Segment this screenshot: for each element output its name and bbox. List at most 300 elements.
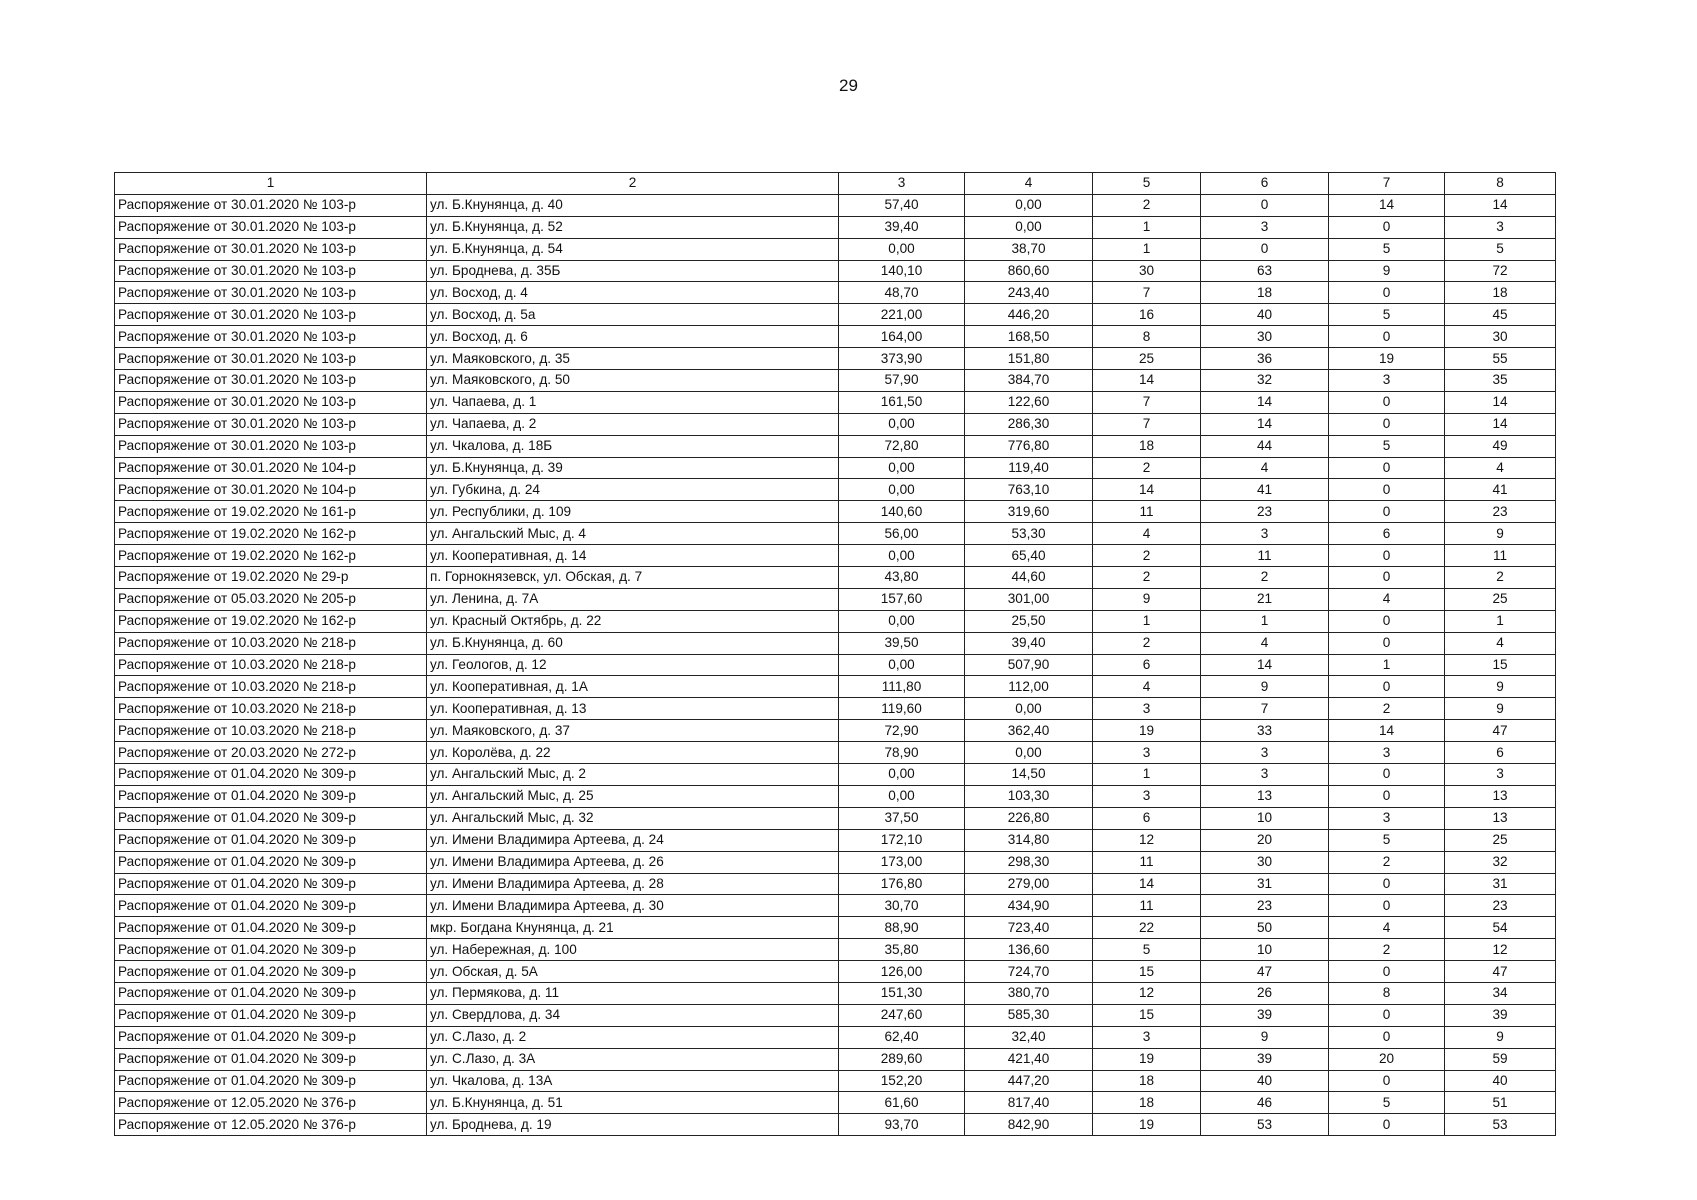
table-cell-col1: Распоряжение от 01.04.2020 № 309-р [115, 982, 427, 1004]
table-cell-col7: 5 [1329, 1092, 1445, 1114]
table-cell-col8: 13 [1445, 807, 1556, 829]
table-cell-col6: 3 [1201, 764, 1329, 786]
table-cell-col6: 23 [1201, 501, 1329, 523]
table-cell-col6: 50 [1201, 917, 1329, 939]
column-header-4: 4 [965, 173, 1093, 195]
table-cell-col2: ул. Ангальский Мыс, д. 32 [427, 807, 839, 829]
table-cell-col6: 39 [1201, 1004, 1329, 1026]
table-cell-col1: Распоряжение от 30.01.2020 № 103-р [115, 435, 427, 457]
table-cell-col5: 2 [1093, 457, 1201, 479]
table-row [115, 260, 1556, 282]
table-cell-col1: Распоряжение от 19.02.2020 № 162-р [115, 545, 427, 567]
table-row [115, 523, 1556, 545]
table-cell-col4: 319,60 [965, 501, 1093, 523]
table-cell-col4: 25,50 [965, 610, 1093, 632]
column-header-6: 6 [1201, 173, 1329, 195]
table-cell-col4: 446,20 [965, 304, 1093, 326]
table-cell-col7: 0 [1329, 873, 1445, 895]
table-body [115, 173, 1556, 1136]
table-cell-col3: 72,80 [839, 435, 965, 457]
table-cell-col1: Распоряжение от 01.04.2020 № 309-р [115, 851, 427, 873]
table-cell-col7: 9 [1329, 260, 1445, 282]
table-cell-col6: 14 [1201, 413, 1329, 435]
table-cell-col7: 0 [1329, 1070, 1445, 1092]
table-cell-col6: 46 [1201, 1092, 1329, 1114]
table-cell-col3: 0,00 [839, 610, 965, 632]
table-cell-col7: 5 [1329, 435, 1445, 457]
table-cell-col5: 14 [1093, 479, 1201, 501]
table-cell-col1: Распоряжение от 30.01.2020 № 104-р [115, 479, 427, 501]
table-cell-col7: 8 [1329, 982, 1445, 1004]
table-cell-col1: Распоряжение от 10.03.2020 № 218-р [115, 676, 427, 698]
table-cell-col5: 14 [1093, 873, 1201, 895]
table-header-row [115, 173, 1556, 195]
table-row [115, 1114, 1556, 1136]
table-cell-col8: 35 [1445, 370, 1556, 392]
table-cell-col3: 119,60 [839, 698, 965, 720]
table-cell-col4: 842,90 [965, 1114, 1093, 1136]
table-cell-col3: 57,90 [839, 370, 965, 392]
table-cell-col3: 152,20 [839, 1070, 965, 1092]
table-cell-col8: 9 [1445, 676, 1556, 698]
table-cell-col5: 11 [1093, 851, 1201, 873]
table-cell-col8: 12 [1445, 939, 1556, 961]
table-row [115, 545, 1556, 567]
table-row [115, 917, 1556, 939]
table-cell-col7: 5 [1329, 829, 1445, 851]
table-cell-col5: 7 [1093, 282, 1201, 304]
data-table [114, 172, 1556, 1136]
table-cell-col2: ул. С.Лазо, д. 3А [427, 1048, 839, 1070]
table-cell-col1: Распоряжение от 01.04.2020 № 309-р [115, 764, 427, 786]
table-cell-col2: ул. Маяковского, д. 35 [427, 348, 839, 370]
table-cell-col6: 4 [1201, 457, 1329, 479]
table-cell-col3: 0,00 [839, 545, 965, 567]
table-cell-col5: 1 [1093, 238, 1201, 260]
table-row [115, 282, 1556, 304]
table-cell-col7: 6 [1329, 523, 1445, 545]
table-cell-col6: 9 [1201, 1026, 1329, 1048]
table-cell-col6: 23 [1201, 895, 1329, 917]
table-cell-col3: 62,40 [839, 1026, 965, 1048]
table-cell-col3: 39,40 [839, 216, 965, 238]
table-cell-col8: 11 [1445, 545, 1556, 567]
table-cell-col7: 0 [1329, 567, 1445, 589]
table-cell-col5: 11 [1093, 895, 1201, 917]
table-cell-col3: 289,60 [839, 1048, 965, 1070]
table-cell-col3: 35,80 [839, 939, 965, 961]
table-cell-col5: 1 [1093, 764, 1201, 786]
table-cell-col3: 373,90 [839, 348, 965, 370]
table-cell-col5: 30 [1093, 260, 1201, 282]
table-cell-col3: 78,90 [839, 742, 965, 764]
table-cell-col4: 38,70 [965, 238, 1093, 260]
table-cell-col6: 3 [1201, 216, 1329, 238]
table-cell-col4: 14,50 [965, 764, 1093, 786]
table-cell-col4: 421,40 [965, 1048, 1093, 1070]
table-cell-col4: 279,00 [965, 873, 1093, 895]
table-cell-col4: 723,40 [965, 917, 1093, 939]
table-row [115, 304, 1556, 326]
table-cell-col7: 5 [1329, 304, 1445, 326]
table-cell-col2: ул. Броднева, д. 19 [427, 1114, 839, 1136]
table-cell-col2: ул. Имени Владимира Артеева, д. 28 [427, 873, 839, 895]
table-cell-col2: ул. Б.Кнунянца, д. 51 [427, 1092, 839, 1114]
table-row [115, 501, 1556, 523]
table-cell-col5: 12 [1093, 982, 1201, 1004]
table-cell-col8: 40 [1445, 1070, 1556, 1092]
table-cell-col7: 19 [1329, 348, 1445, 370]
table-cell-col7: 3 [1329, 807, 1445, 829]
table-cell-col1: Распоряжение от 01.04.2020 № 309-р [115, 961, 427, 983]
table-cell-col8: 39 [1445, 1004, 1556, 1026]
table-cell-col7: 0 [1329, 216, 1445, 238]
table-cell-col5: 3 [1093, 742, 1201, 764]
table-cell-col2: ул. Кооперативная, д. 13 [427, 698, 839, 720]
table-cell-col6: 7 [1201, 698, 1329, 720]
table-cell-col8: 45 [1445, 304, 1556, 326]
table-cell-col4: 112,00 [965, 676, 1093, 698]
table-cell-col8: 14 [1445, 391, 1556, 413]
table-cell-col5: 7 [1093, 391, 1201, 413]
table-cell-col8: 23 [1445, 895, 1556, 917]
table-cell-col2: ул. Восход, д. 6 [427, 326, 839, 348]
table-cell-col4: 380,70 [965, 982, 1093, 1004]
table-cell-col8: 31 [1445, 873, 1556, 895]
table-cell-col7: 14 [1329, 720, 1445, 742]
table-row [115, 588, 1556, 610]
table-cell-col2: ул. Республики, д. 109 [427, 501, 839, 523]
table-cell-col6: 4 [1201, 632, 1329, 654]
table-cell-col1: Распоряжение от 01.04.2020 № 309-р [115, 807, 427, 829]
table-cell-col2: мкр. Богдана Кнунянца, д. 21 [427, 917, 839, 939]
table-cell-col6: 40 [1201, 1070, 1329, 1092]
table-cell-col6: 41 [1201, 479, 1329, 501]
column-header-1: 1 [115, 173, 427, 195]
table-cell-col6: 32 [1201, 370, 1329, 392]
table-cell-col6: 63 [1201, 260, 1329, 282]
table-cell-col1: Распоряжение от 12.05.2020 № 376-р [115, 1092, 427, 1114]
table-row [115, 567, 1556, 589]
table-row [115, 982, 1556, 1004]
table-cell-col7: 0 [1329, 676, 1445, 698]
table-cell-col5: 2 [1093, 567, 1201, 589]
table-cell-col8: 14 [1445, 194, 1556, 216]
table-cell-col4: 817,40 [965, 1092, 1093, 1114]
table-row [115, 895, 1556, 917]
table-cell-col7: 0 [1329, 413, 1445, 435]
table-cell-col8: 18 [1445, 282, 1556, 304]
table-cell-col3: 30,70 [839, 895, 965, 917]
table-cell-col1: Распоряжение от 20.03.2020 № 272-р [115, 742, 427, 764]
table-row [115, 676, 1556, 698]
table-cell-col7: 3 [1329, 370, 1445, 392]
table-cell-col3: 161,50 [839, 391, 965, 413]
table-cell-col7: 0 [1329, 479, 1445, 501]
table-cell-col2: ул. Ангальский Мыс, д. 4 [427, 523, 839, 545]
table-cell-col3: 93,70 [839, 1114, 965, 1136]
table-cell-col7: 0 [1329, 785, 1445, 807]
table-cell-col1: Распоряжение от 01.04.2020 № 309-р [115, 1070, 427, 1092]
table-cell-col2: ул. Геологов, д. 12 [427, 654, 839, 676]
table-cell-col2: ул. Б.Кнунянца, д. 39 [427, 457, 839, 479]
table-cell-col4: 65,40 [965, 545, 1093, 567]
table-cell-col1: Распоряжение от 30.01.2020 № 103-р [115, 304, 427, 326]
table-cell-col7: 0 [1329, 610, 1445, 632]
table-cell-col2: ул. Б.Кнунянца, д. 52 [427, 216, 839, 238]
table-cell-col8: 23 [1445, 501, 1556, 523]
table-cell-col6: 3 [1201, 523, 1329, 545]
table-cell-col7: 0 [1329, 326, 1445, 348]
table-cell-col6: 10 [1201, 807, 1329, 829]
table-cell-col3: 0,00 [839, 764, 965, 786]
table-cell-col8: 59 [1445, 1048, 1556, 1070]
table-cell-col6: 0 [1201, 194, 1329, 216]
table-cell-col7: 2 [1329, 851, 1445, 873]
table-cell-col2: ул. Имени Владимира Артеева, д. 24 [427, 829, 839, 851]
table-cell-col8: 1 [1445, 610, 1556, 632]
table-cell-col1: Распоряжение от 01.04.2020 № 309-р [115, 1048, 427, 1070]
table-row [115, 391, 1556, 413]
table-cell-col3: 176,80 [839, 873, 965, 895]
table-cell-col2: ул. Чапаева, д. 1 [427, 391, 839, 413]
table-cell-col7: 0 [1329, 1026, 1445, 1048]
table-row [115, 720, 1556, 742]
table-row [115, 1004, 1556, 1026]
table-cell-col2: ул. С.Лазо, д. 2 [427, 1026, 839, 1048]
table-cell-col6: 26 [1201, 982, 1329, 1004]
table-cell-col5: 4 [1093, 676, 1201, 698]
table-cell-col4: 0,00 [965, 216, 1093, 238]
table-cell-col5: 25 [1093, 348, 1201, 370]
table-cell-col7: 14 [1329, 194, 1445, 216]
table-cell-col4: 298,30 [965, 851, 1093, 873]
table-cell-col8: 49 [1445, 435, 1556, 457]
table-cell-col1: Распоряжение от 30.01.2020 № 103-р [115, 348, 427, 370]
table-cell-col1: Распоряжение от 10.03.2020 № 218-р [115, 654, 427, 676]
table-cell-col2: ул. Восход, д. 5а [427, 304, 839, 326]
table-cell-col6: 3 [1201, 742, 1329, 764]
table-cell-col6: 36 [1201, 348, 1329, 370]
table-cell-col2: ул. Ленина, д. 7А [427, 588, 839, 610]
table-cell-col6: 20 [1201, 829, 1329, 851]
table-cell-col8: 55 [1445, 348, 1556, 370]
table-row [115, 194, 1556, 216]
table-cell-col1: Распоряжение от 01.04.2020 № 309-р [115, 895, 427, 917]
table-cell-col3: 72,90 [839, 720, 965, 742]
table-cell-col2: ул. Ангальский Мыс, д. 2 [427, 764, 839, 786]
table-cell-col5: 3 [1093, 1026, 1201, 1048]
table-row [115, 216, 1556, 238]
table-cell-col6: 30 [1201, 326, 1329, 348]
table-cell-col1: Распоряжение от 10.03.2020 № 218-р [115, 632, 427, 654]
table-cell-col2: ул. Броднева, д. 35Б [427, 260, 839, 282]
table-cell-col1: Распоряжение от 30.01.2020 № 103-р [115, 260, 427, 282]
table-cell-col4: 0,00 [965, 698, 1093, 720]
column-header-2: 2 [427, 173, 839, 195]
table-cell-col1: Распоряжение от 10.03.2020 № 218-р [115, 720, 427, 742]
table-cell-col8: 13 [1445, 785, 1556, 807]
table-cell-col3: 61,60 [839, 1092, 965, 1114]
table-cell-col3: 0,00 [839, 479, 965, 501]
table-cell-col2: ул. Маяковского, д. 50 [427, 370, 839, 392]
table-cell-col5: 2 [1093, 194, 1201, 216]
table-row [115, 1048, 1556, 1070]
table-cell-col5: 6 [1093, 654, 1201, 676]
table-cell-col4: 136,60 [965, 939, 1093, 961]
table-cell-col4: 585,30 [965, 1004, 1093, 1026]
table-cell-col2: ул. Пермякова, д. 11 [427, 982, 839, 1004]
table-row [115, 1070, 1556, 1092]
table-cell-col4: 151,80 [965, 348, 1093, 370]
table-row [115, 654, 1556, 676]
table-cell-col3: 140,10 [839, 260, 965, 282]
table-row [115, 873, 1556, 895]
table-cell-col8: 54 [1445, 917, 1556, 939]
table-cell-col1: Распоряжение от 19.02.2020 № 162-р [115, 523, 427, 545]
table-cell-col7: 0 [1329, 1004, 1445, 1026]
table-cell-col5: 11 [1093, 501, 1201, 523]
table-cell-col5: 14 [1093, 370, 1201, 392]
table-cell-col6: 11 [1201, 545, 1329, 567]
table-cell-col1: Распоряжение от 30.01.2020 № 103-р [115, 194, 427, 216]
table-cell-col3: 37,50 [839, 807, 965, 829]
table-cell-col4: 362,40 [965, 720, 1093, 742]
table-cell-col8: 9 [1445, 1026, 1556, 1048]
table-cell-col6: 2 [1201, 567, 1329, 589]
table-cell-col4: 776,80 [965, 435, 1093, 457]
table-cell-col2: ул. Королёва, д. 22 [427, 742, 839, 764]
table-cell-col1: Распоряжение от 30.01.2020 № 103-р [115, 326, 427, 348]
table-cell-col3: 43,80 [839, 567, 965, 589]
table-cell-col1: Распоряжение от 01.04.2020 № 309-р [115, 873, 427, 895]
table-cell-col7: 0 [1329, 1114, 1445, 1136]
table-cell-col2: ул. Восход, д. 4 [427, 282, 839, 304]
table-cell-col5: 4 [1093, 523, 1201, 545]
table-cell-col7: 0 [1329, 545, 1445, 567]
table-cell-col8: 9 [1445, 698, 1556, 720]
table-cell-col7: 0 [1329, 391, 1445, 413]
table-cell-col3: 172,10 [839, 829, 965, 851]
table-cell-col3: 0,00 [839, 413, 965, 435]
table-cell-col4: 763,10 [965, 479, 1093, 501]
table-cell-col6: 39 [1201, 1048, 1329, 1070]
table-row [115, 435, 1556, 457]
table-cell-col6: 10 [1201, 939, 1329, 961]
table-cell-col5: 15 [1093, 961, 1201, 983]
table-cell-col1: Распоряжение от 30.01.2020 № 103-р [115, 238, 427, 260]
table-cell-col6: 13 [1201, 785, 1329, 807]
table-cell-col4: 301,00 [965, 588, 1093, 610]
table-cell-col5: 1 [1093, 216, 1201, 238]
table-cell-col6: 18 [1201, 282, 1329, 304]
table-cell-col3: 0,00 [839, 457, 965, 479]
table-cell-col8: 25 [1445, 829, 1556, 851]
table-cell-col7: 20 [1329, 1048, 1445, 1070]
table-cell-col3: 151,30 [839, 982, 965, 1004]
table-cell-col5: 22 [1093, 917, 1201, 939]
table-cell-col7: 1 [1329, 654, 1445, 676]
table-cell-col8: 6 [1445, 742, 1556, 764]
table-cell-col1: Распоряжение от 12.05.2020 № 376-р [115, 1114, 427, 1136]
table-cell-col2: ул. Губкина, д. 24 [427, 479, 839, 501]
table-cell-col2: ул. Б.Кнунянца, д. 40 [427, 194, 839, 216]
table-cell-col5: 9 [1093, 588, 1201, 610]
table-row [115, 1026, 1556, 1048]
table-cell-col8: 15 [1445, 654, 1556, 676]
table-row [115, 764, 1556, 786]
table-cell-col1: Распоряжение от 19.02.2020 № 161-р [115, 501, 427, 523]
table-cell-col1: Распоряжение от 01.04.2020 № 309-р [115, 939, 427, 961]
table-cell-col7: 0 [1329, 961, 1445, 983]
table-cell-col6: 44 [1201, 435, 1329, 457]
table-cell-col8: 4 [1445, 457, 1556, 479]
table-cell-col7: 0 [1329, 457, 1445, 479]
table-cell-col3: 57,40 [839, 194, 965, 216]
table-cell-col2: ул. Кооперативная, д. 14 [427, 545, 839, 567]
table-cell-col1: Распоряжение от 30.01.2020 № 103-р [115, 370, 427, 392]
table-cell-col2: ул. Маяковского, д. 37 [427, 720, 839, 742]
table-cell-col8: 3 [1445, 216, 1556, 238]
table-cell-col2: ул. Кооперативная, д. 1А [427, 676, 839, 698]
table-cell-col5: 3 [1093, 698, 1201, 720]
table-cell-col1: Распоряжение от 01.04.2020 № 309-р [115, 1004, 427, 1026]
table-cell-col6: 47 [1201, 961, 1329, 983]
table-cell-col7: 0 [1329, 632, 1445, 654]
table-cell-col7: 0 [1329, 501, 1445, 523]
table-cell-col2: ул. Обская, д. 5А [427, 961, 839, 983]
table-cell-col6: 40 [1201, 304, 1329, 326]
table-row [115, 238, 1556, 260]
table-cell-col8: 3 [1445, 764, 1556, 786]
table-cell-col1: Распоряжение от 05.03.2020 № 205-р [115, 588, 427, 610]
table-row [115, 851, 1556, 873]
table-row [115, 829, 1556, 851]
table-cell-col7: 3 [1329, 742, 1445, 764]
table-cell-col1: Распоряжение от 19.02.2020 № 162-р [115, 610, 427, 632]
table-cell-col2: ул. Имени Владимира Артеева, д. 30 [427, 895, 839, 917]
table-row [115, 348, 1556, 370]
table-cell-col2: ул. Б.Кнунянца, д. 54 [427, 238, 839, 260]
table-cell-col1: Распоряжение от 30.01.2020 № 104-р [115, 457, 427, 479]
table-cell-col2: ул. Чкалова, д. 18Б [427, 435, 839, 457]
table-cell-col2: ул. Чапаева, д. 2 [427, 413, 839, 435]
table-cell-col2: ул. Чкалова, д. 13А [427, 1070, 839, 1092]
table-cell-col8: 47 [1445, 720, 1556, 742]
column-header-3: 3 [839, 173, 965, 195]
table-cell-col5: 6 [1093, 807, 1201, 829]
table-cell-col3: 173,00 [839, 851, 965, 873]
table-cell-col3: 0,00 [839, 654, 965, 676]
table-cell-col1: Распоряжение от 30.01.2020 № 103-р [115, 282, 427, 304]
table-cell-col6: 14 [1201, 391, 1329, 413]
table-cell-col7: 0 [1329, 895, 1445, 917]
table-cell-col4: 384,70 [965, 370, 1093, 392]
table-cell-col4: 44,60 [965, 567, 1093, 589]
table-row [115, 1092, 1556, 1114]
table-cell-col8: 47 [1445, 961, 1556, 983]
table-cell-col5: 19 [1093, 1114, 1201, 1136]
table-row [115, 785, 1556, 807]
table-cell-col3: 164,00 [839, 326, 965, 348]
table-cell-col3: 111,80 [839, 676, 965, 698]
table-cell-col2: ул. Ангальский Мыс, д. 25 [427, 785, 839, 807]
table-row [115, 413, 1556, 435]
table-cell-col7: 4 [1329, 917, 1445, 939]
table-cell-col4: 434,90 [965, 895, 1093, 917]
table-cell-col6: 33 [1201, 720, 1329, 742]
table-cell-col3: 39,50 [839, 632, 965, 654]
